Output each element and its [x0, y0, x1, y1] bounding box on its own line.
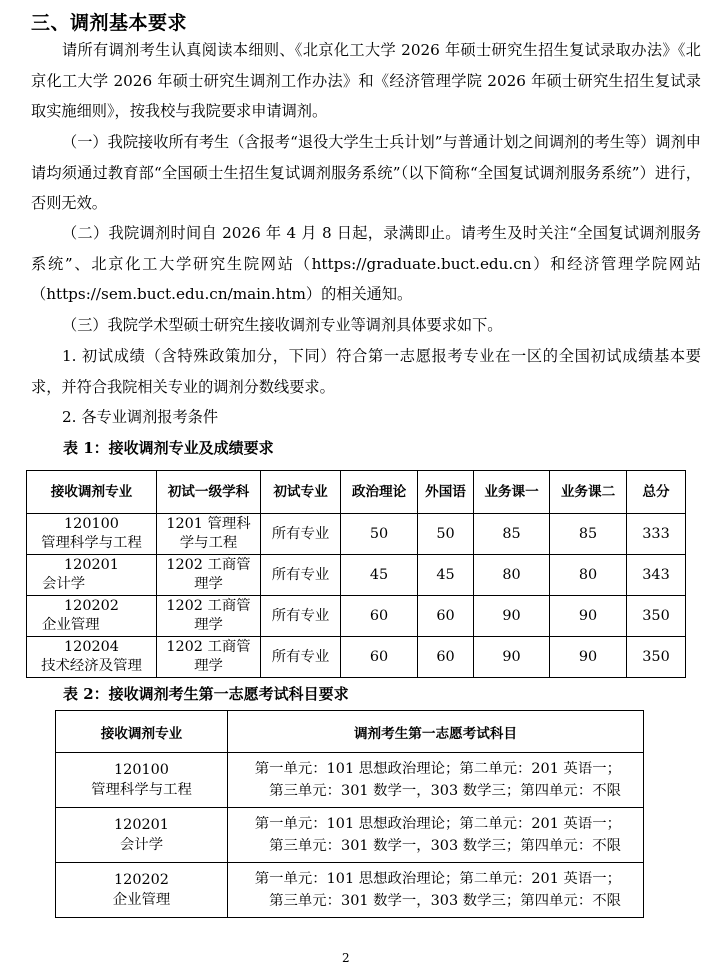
admission-score-table	[26, 470, 686, 678]
column-header: 接收调剂专业	[27, 471, 157, 514]
intro-paragraph: 请所有调剂考生认真阅读本细则、《北京化工大学 2026 年硕士研究生招生复试录取办法》《北京化工大学 2026 年硕士研究生调剂工作办法》和《经济管理学院 2026 年硕士研究生招生复试录取实施细则》，按我校与我院要求申请调剂。	[31, 41, 701, 120]
politics-score: 45	[341, 555, 418, 596]
major-code: 120202	[114, 872, 169, 888]
course2-score: 90	[550, 637, 627, 678]
discipline-line: 1202 工商管	[166, 557, 251, 573]
discipline-cell	[157, 596, 261, 637]
paragraph-3: （三）我院学术型硕士研究生接收调剂专业等调剂具体要求如下。	[62, 316, 503, 334]
discipline-line: 理学	[194, 658, 223, 674]
discipline-line: 学与工程	[179, 535, 238, 551]
column-header: 业务课一	[474, 471, 550, 514]
subjects-cell	[228, 863, 644, 918]
discipline-line: 1202 工商管	[166, 598, 251, 614]
major-code: 120201	[64, 557, 119, 573]
major-name: 管理科学与工程	[41, 535, 142, 551]
table-header-row	[56, 711, 644, 753]
page-number: 2	[342, 951, 350, 965]
major-name: 技术经济及管理	[41, 658, 142, 674]
subjects-cell	[228, 808, 644, 863]
paragraph-5: 2. 各专业调剂报考条件	[62, 408, 219, 426]
major-name: 会计学	[42, 576, 86, 592]
table-row	[27, 514, 686, 555]
course2-score: 90	[550, 596, 627, 637]
section-heading: 三、调剂基本要求	[31, 12, 188, 34]
major-cell	[56, 863, 228, 918]
major-code: 120201	[114, 817, 169, 833]
paragraph-1: （一）我院接收所有考生（含报考“退役大学生士兵计划”与普通计划之间调剂的考生等）调剂申请均须通过教育部“全国硕士生招生复试调剂服务系统”（以下简称“全国复试调剂服务系统”）进行，否则无效。	[31, 133, 701, 212]
subjects-line: 第一单元：101 思想政治理论；第二单元：201 英语一；	[254, 871, 621, 887]
course1-score: 80	[474, 555, 550, 596]
major-cell	[56, 808, 228, 863]
column-header: 外国语	[418, 471, 474, 514]
exam-major-cell: 所有专业	[261, 596, 341, 637]
politics-score: 60	[341, 596, 418, 637]
major-code: 120202	[64, 598, 119, 614]
total-score: 343	[627, 555, 686, 596]
total-score: 350	[627, 637, 686, 678]
exam-major-cell: 所有专业	[261, 514, 341, 555]
table-row	[56, 753, 644, 808]
subjects-line: 第三单元：301 数学一，303 数学三；第四单元：不限	[269, 893, 621, 909]
subjects-line: 第三单元：301 数学一，303 数学三；第四单元：不限	[269, 838, 621, 854]
discipline-line: 1201 管理科	[166, 516, 251, 532]
table-row	[56, 808, 644, 863]
column-header: 政治理论	[341, 471, 418, 514]
language-score: 50	[418, 514, 474, 555]
discipline-line: 1202 工商管	[166, 639, 251, 655]
major-name: 企业管理	[42, 617, 100, 633]
course2-score: 85	[550, 514, 627, 555]
course1-score: 85	[474, 514, 550, 555]
language-score: 45	[418, 555, 474, 596]
table-row	[27, 555, 686, 596]
major-cell	[56, 753, 228, 808]
column-header: 初试专业	[261, 471, 341, 514]
major-name: 管理科学与工程	[91, 782, 192, 798]
major-name: 企业管理	[112, 892, 171, 908]
major-cell	[27, 637, 157, 678]
column-header: 总分	[627, 471, 686, 514]
paragraph-4: 1. 初试成绩（含特殊政策加分，下同）符合第一志愿报考专业在一区的全国初试成绩基本要求，并符合我院相关专业的调剂分数线要求。	[31, 347, 701, 396]
politics-score: 60	[341, 637, 418, 678]
discipline-cell	[157, 637, 261, 678]
table-header-row	[27, 471, 686, 514]
discipline-line: 理学	[194, 617, 223, 633]
table-row	[27, 596, 686, 637]
language-score: 60	[418, 596, 474, 637]
major-code: 120204	[64, 639, 119, 655]
total-score: 350	[627, 596, 686, 637]
table-row	[27, 637, 686, 678]
major-name: 会计学	[119, 837, 164, 853]
exam-major-cell: 所有专业	[261, 637, 341, 678]
exam-subject-table	[55, 710, 644, 918]
column-header: 业务课二	[550, 471, 627, 514]
course1-score: 90	[474, 637, 550, 678]
course2-score: 80	[550, 555, 627, 596]
discipline-cell	[157, 555, 261, 596]
language-score: 60	[418, 637, 474, 678]
discipline-cell	[157, 514, 261, 555]
table2-caption: 表 2：接收调剂考生第一志愿考试科目要求	[63, 685, 349, 703]
column-header: 初试一级学科	[157, 471, 261, 514]
major-cell	[27, 514, 157, 555]
column-header: 接收调剂专业	[56, 711, 228, 753]
total-score: 333	[627, 514, 686, 555]
discipline-line: 理学	[194, 576, 223, 592]
politics-score: 50	[341, 514, 418, 555]
course1-score: 90	[474, 596, 550, 637]
subjects-line: 第一单元：101 思想政治理论；第二单元：201 英语一；	[254, 816, 621, 832]
exam-major-cell: 所有专业	[261, 555, 341, 596]
table-row	[56, 863, 644, 918]
major-cell	[27, 596, 157, 637]
subjects-line: 第三单元：301 数学一，303 数学三；第四单元：不限	[269, 783, 621, 799]
major-code: 120100	[114, 762, 169, 778]
subjects-cell	[228, 753, 644, 808]
paragraph-2: （二）我院调剂时间自 2026 年 4 月 8 日起，录满即止。请考生及时关注“全国复试调剂服务系统”、北京化工大学研究生院网站（https://graduate.buct.edu.cn）和经济管理学院网站（https://sem.buct.edu.cn/main.htm）的相关通知。	[31, 224, 701, 303]
table1-caption: 表 1：接收调剂专业及成绩要求	[63, 439, 274, 457]
major-cell	[27, 555, 157, 596]
subjects-line: 第一单元：101 思想政治理论；第二单元：201 英语一；	[254, 761, 621, 777]
major-code: 120100	[64, 516, 119, 532]
column-header: 调剂考生第一志愿考试科目	[228, 711, 644, 753]
